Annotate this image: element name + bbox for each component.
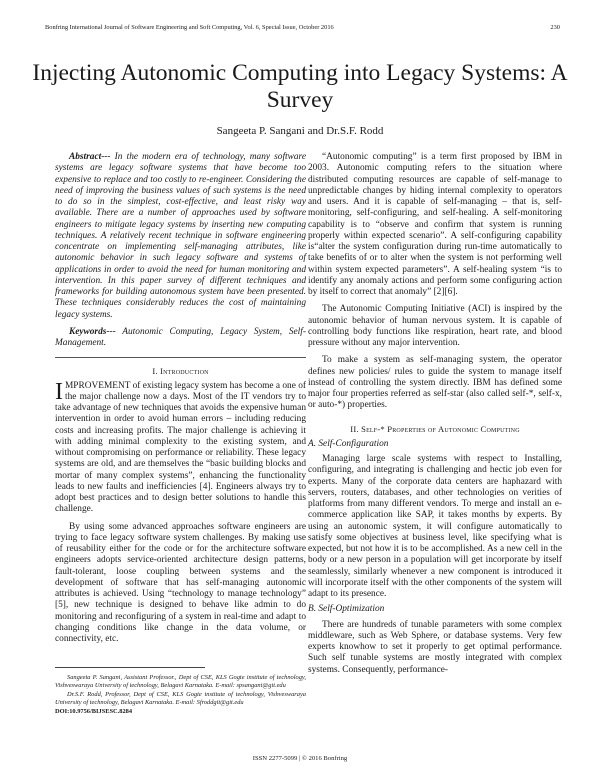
keywords — [55, 327, 306, 350]
abstract-text: In the modern era of technology, many software systems are legacy software systems that have become too expensive to replace and too costly to re-engineer. Considering the need of improving the business values of such systems is the need to do so in the simplest, cost-effective, and least risky way available. There are a number of approaches used by software engineers to mitigate legacy systems by inserting new computing techniques. A relatively recent technique in software engineering concentrate on implementing self-managing attributes, like autonomic behavior in such legacy software and systems of applications in order to avoid the need for human monitoring and intervention. In this paper survey of different techniques and frameworks for building autonomous system have been presented. These techniques considerably reduces the cost of maintaining legacy systems. — [55, 152, 306, 320]
divider — [55, 357, 306, 358]
footnote: Sangeeta P. Sangani, Assistant Professor., Dept of CSE, KLS Gogte institute of technology, Vishveswaraya University of technology, Belagavi Karnataka. E-mail: spsangani@git.edu — [55, 674, 306, 690]
footnote: Dr.S.F. Rodd, Professor, Dept of CSE, KLS Gogte institute of technology, Vishveswaraya University of technology, Belagavi Karnataka. E-mail: Sfroddgit@git.edu — [55, 690, 306, 707]
keywords-text: Autonomic Computing, Legacy System, Self-Management. — [55, 326, 306, 348]
running-header — [45, 24, 560, 31]
paragraph-text: MPROVEMENT of existing legacy system has become a one of the major challenge now a days. Most of the IT vendors try to take advantage of new techniques that avoids the expensive human intervention in order to avoid human errors – including reducing costs and increasing profits. The major challenge is achieving it with adding minimal complexity to the existing system, and without compromising on performance or reliability. These legacy systems are old, and are themselves the “basic building blocks and mortar of many complex systems”, enhancing the functionality leads to new faults and inefficiencies [4]. Engineers always try to adopt best practices and to design better solutions to handle this challenge. — [55, 380, 306, 515]
doi: DOI:10.9756/BIJSESC.8284 — [55, 707, 133, 715]
subsection-heading-self-configuration: A. Self-Configuration — [308, 438, 389, 449]
drop-cap: I — [55, 378, 63, 405]
right-column — [308, 152, 562, 676]
abstract — [55, 152, 306, 321]
left-column — [55, 152, 306, 644]
abstract-label: Abstract--- — [69, 152, 111, 162]
footnotes — [55, 674, 306, 716]
paragraph: There are hundreds of tunable parameters with some complex middleware, such as Web Sphere, or database systems. Very few experts knowhow to set it properly to get optimal performance. Such self tunable systems are mostly integrated with complex systems. Consequently, performance- — [308, 619, 562, 675]
paragraph: Managing large scale systems with respect to Installing, configuring, and integrating is challenging and hectic job even for experts. Many of the corporate data centers are haphazard with servers, routers, databases, and other technologies on verities of platforms from many different vendors. To merge and install an e-commerce application like SAP, it takes months by experts. By using an autonomic system, it will configure automatically to satisfy some objectives at business level, like specifying what is expected, but not how it is to be accomplished. As a new cell in the body or a new person in a population will get incorporate by itself seamlessly, similarly whenever a new component is introduced it will incorporate itself with the other components of the system will adapt to its presence. — [308, 454, 562, 599]
footnote-divider — [55, 667, 205, 668]
authors: Sangeeta P. Sangani and Dr.S.F. Rodd — [216, 125, 384, 137]
section-heading-introduction: I. Introduction — [152, 366, 209, 377]
paragraph: By using some advanced approaches software engineers are trying to face legacy software system challenges. By making use of reusability either for the code or for the architecture software engineers adopts service-oriented architecture design patterns, fault-tolerant, loose coupling between systems and the development of software that has self-managing autonomic attributes is achieved. Using “technology to manage technology” [5], new technique is designed to behave like admin to do monitoring and reconfiguring of a system in real-time and adapt to changing conditions like change in the data volume, or connectivity, etc. — [55, 521, 306, 644]
paragraph: To make a system as self-managing system, the operator defines new policies/ rules to guide the system to manage itself instead of controlling the system directly. IBM has defined some major four properties referred as self-star (also called self-*, self-x, or auto-*) properties. — [308, 355, 562, 411]
section-heading-self-properties: II. Self-* Properties of Autonomic Computing — [350, 423, 520, 434]
subsection-heading-self-optimization: B. Self-Optimization — [308, 604, 385, 615]
paragraph — [55, 378, 306, 516]
paragraph: The Autonomic Computing Initiative (ACI) is inspired by the autonomic behavior of human nervous system. It is capable of controlling body functions like respiration, heart rate, and blood pressure without any major intervention. — [308, 304, 562, 348]
page-footer: ISSN 2277-5099 | © 2016 Bonfring — [252, 755, 348, 762]
keywords-label: Keywords--- — [69, 326, 116, 337]
page-number: 230 — [550, 24, 560, 31]
journal-name: Bonfring International Journal of Software Engineering and Soft Computing, Vol. 6, Special Issue, October 2016 — [45, 24, 334, 31]
paper-title: Injecting Autonomic Computing into Legacy Systems: A Survey — [32, 60, 568, 113]
paragraph: “Autonomic computing” is a term first proposed by IBM in 2003. Autonomic computing refers to the situation where distributed computing resources are capable of self-manage to unpredictable changes by hiding internal complexity to operators and users. And it is capable of self-managing – that is, self-monitoring, self-configuring, and self-healing. A self-monitoring capability is to “observe and confirm that system is running properly within expected scenario”. A self-configuring capability is“alter the system configuration during run-time automatically to take benefits of or to alter when the system is not performing well within system expected parameters”. A self-healing system “is to identify any anomaly actions and perform some configuring action by itself to correct that anomaly” [2][6]. — [308, 152, 562, 297]
